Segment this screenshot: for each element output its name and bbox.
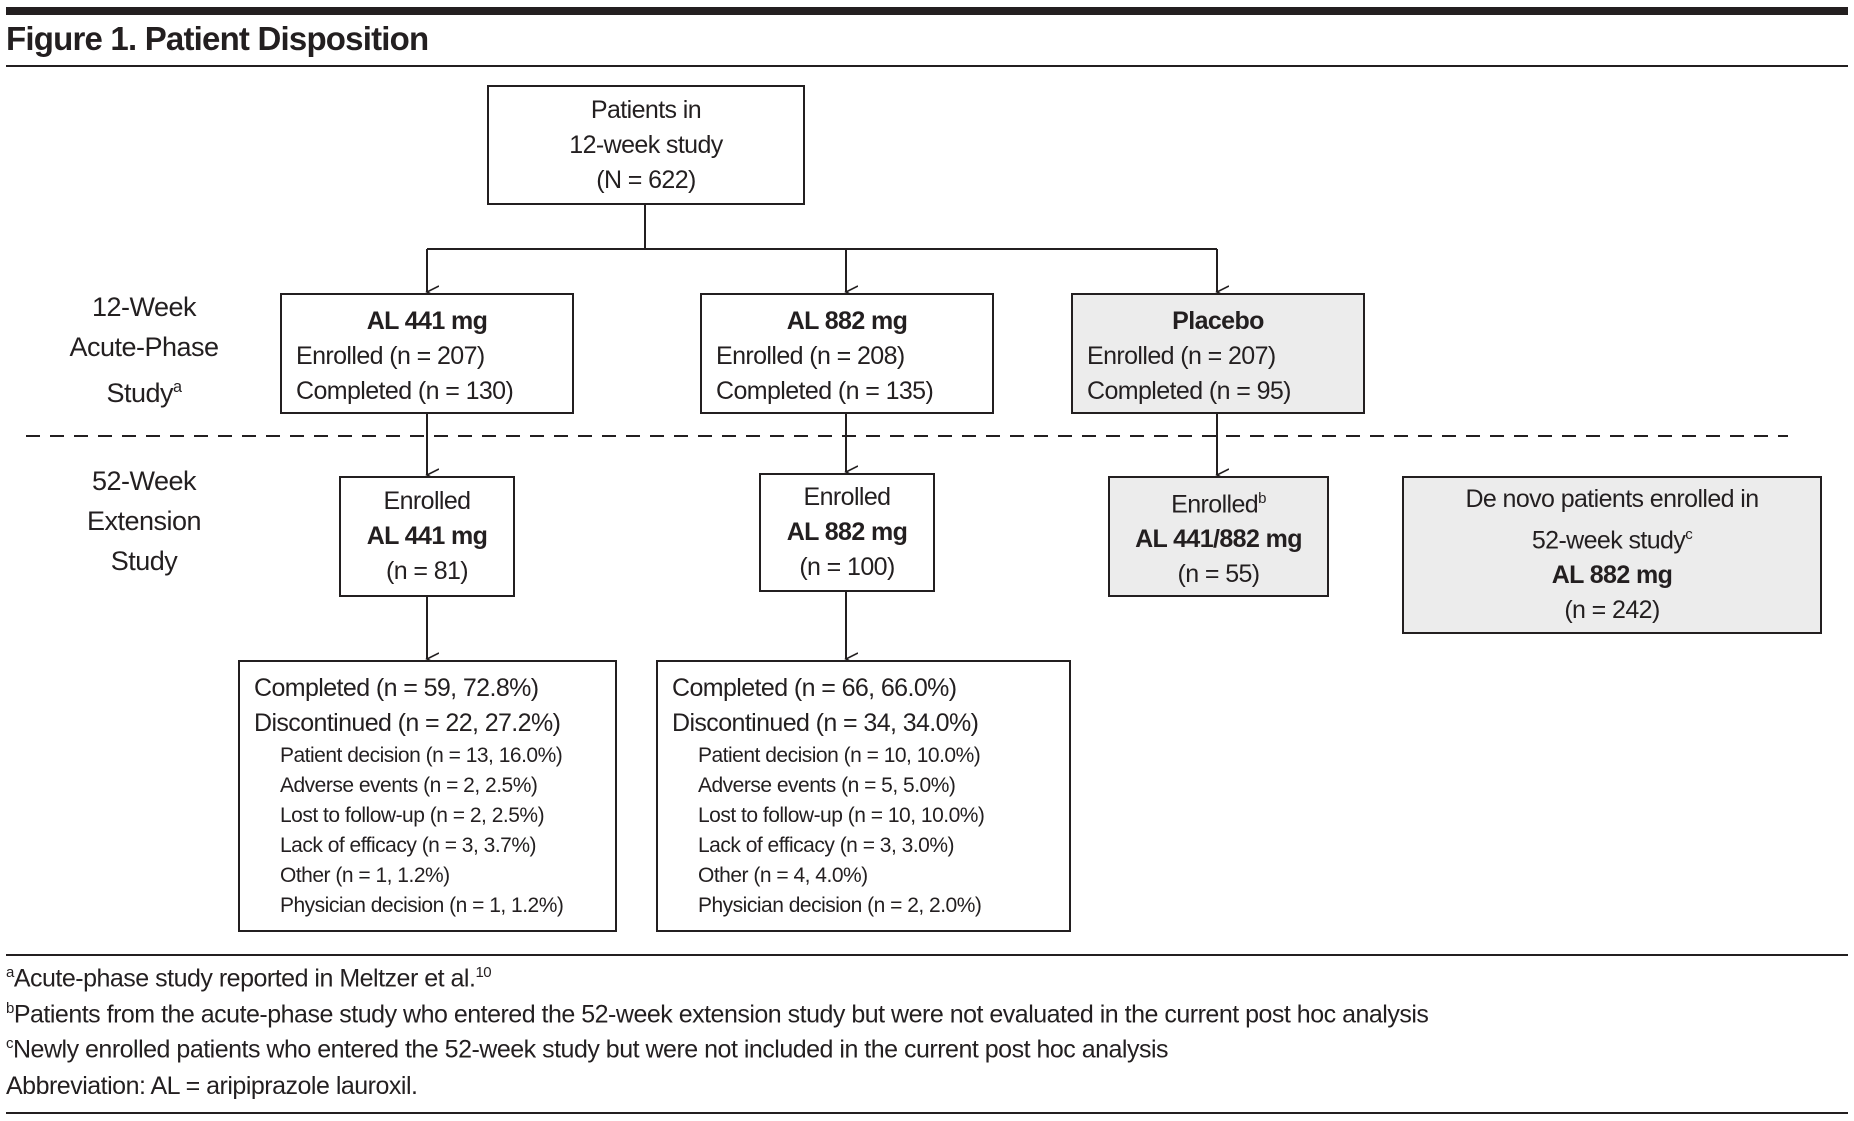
acute-placebo-box xyxy=(1071,293,1365,414)
footnote-marker: c xyxy=(1685,525,1693,543)
box-text: Patients in xyxy=(590,95,702,124)
discontinued-count: Discontinued (n = 22, 27.2%) xyxy=(254,709,561,737)
discontinuation-reason: Adverse events (n = 2, 2.5%) xyxy=(280,774,538,797)
label-line: Extension xyxy=(86,506,202,536)
discontinuation-reason: Other (n = 1, 1.2%) xyxy=(280,864,450,887)
box-title: AL 441 mg xyxy=(366,522,488,550)
discontinuation-reason: Lost to follow-up (n = 10, 10.0%) xyxy=(698,804,985,827)
footnote-a xyxy=(6,964,491,993)
footnote-marker: b xyxy=(1258,489,1266,507)
box-title: AL 441/882 mg xyxy=(1135,525,1302,554)
discontinuation-reason: Physician decision (n = 1, 1.2%) xyxy=(280,894,564,917)
footnote-text: Newly enrolled patients who entered the 52-week study but were not included in the current post hoc analysis xyxy=(13,1035,1169,1064)
enrolled-count: Enrolled (n = 207) xyxy=(296,342,485,370)
footnote-marker: a xyxy=(173,378,182,396)
top-rule xyxy=(6,7,1848,15)
acute-phase-label xyxy=(34,287,254,413)
discontinued-count: Discontinued (n = 34, 34.0%) xyxy=(672,709,979,737)
discontinuation-reason: Other (n = 4, 4.0%) xyxy=(698,864,868,887)
enrolled-count: (n = 242) xyxy=(1564,596,1660,625)
enrolled-count: (n = 100) xyxy=(799,553,895,581)
box-text: 52-week study xyxy=(1531,526,1686,555)
reference-number: 10 xyxy=(475,964,492,981)
box-text: Enrolled xyxy=(1171,490,1259,519)
footnote-marker: c xyxy=(6,1035,13,1052)
box-title: AL 882 mg xyxy=(1551,561,1673,590)
discontinuation-reason: Lost to follow-up (n = 2, 2.5%) xyxy=(280,804,545,827)
footnote-marker: a xyxy=(6,964,14,981)
box-text: Enrolled xyxy=(803,483,891,511)
discontinuation-reason: Lack of efficacy (n = 3, 3.0%) xyxy=(698,834,955,857)
box-text: De novo patients enrolled in xyxy=(1465,484,1759,513)
extension-label xyxy=(34,461,254,581)
extension-al441-box xyxy=(339,476,515,597)
label-line: 52-Week xyxy=(91,466,197,496)
label-line: Acute-Phase xyxy=(69,332,219,362)
footnote-marker: b xyxy=(6,1000,14,1017)
outcome-al882-box xyxy=(656,660,1071,932)
box-text: 12-week study xyxy=(569,130,723,159)
acute-al441-box xyxy=(280,293,574,414)
box-title: AL 882 mg xyxy=(786,518,908,546)
label-line: 12-Week xyxy=(91,292,197,322)
label-line: Study xyxy=(106,378,174,408)
box-title: AL 882 mg xyxy=(786,307,908,335)
acute-al882-box xyxy=(700,293,994,414)
extension-placebo-crossover-box xyxy=(1108,476,1329,597)
enrolled-count: Enrolled (n = 207) xyxy=(1087,342,1276,370)
footnote-text: Acute-phase study reported in Meltzer et al. xyxy=(13,964,476,993)
completed-count: Completed (n = 130) xyxy=(296,377,514,405)
discontinuation-reason: Lack of efficacy (n = 3, 3.7%) xyxy=(280,834,537,857)
figure-title: Figure 1. Patient Disposition xyxy=(6,20,429,57)
footnote-b xyxy=(6,1000,1428,1029)
footnote-text: Patients from the acute-phase study who entered the 52-week extension study but were not evaluated in the current post hoc analysis xyxy=(13,1000,1429,1029)
abbreviation-note: Abbreviation: AL = aripiprazole lauroxil. xyxy=(6,1072,418,1100)
discontinuation-reason: Patient decision (n = 13, 16.0%) xyxy=(280,744,563,767)
footnote-c xyxy=(6,1035,1168,1064)
box-title: Placebo xyxy=(1172,307,1264,335)
total-patients-box xyxy=(487,85,805,205)
enrolled-count: Enrolled (n = 208) xyxy=(716,342,905,370)
de-novo-box xyxy=(1402,476,1822,634)
completed-count: Completed (n = 135) xyxy=(716,377,934,405)
completed-count: Completed (n = 95) xyxy=(1087,377,1291,405)
enrolled-count: (n = 55) xyxy=(1177,560,1260,589)
label-line: Study xyxy=(110,546,178,576)
discontinuation-reason: Physician decision (n = 2, 2.0%) xyxy=(698,894,982,917)
enrolled-count: (n = 81) xyxy=(385,557,469,585)
completed-count: Completed (n = 66, 66.0%) xyxy=(672,674,957,702)
extension-al882-box xyxy=(759,473,935,592)
box-text: Enrolled xyxy=(383,487,471,515)
box-text: (N = 622) xyxy=(596,165,696,194)
completed-count: Completed (n = 59, 72.8%) xyxy=(254,674,539,702)
outcome-al441-box xyxy=(238,660,617,932)
discontinuation-reason: Patient decision (n = 10, 10.0%) xyxy=(698,744,981,767)
discontinuation-reason: Adverse events (n = 5, 5.0%) xyxy=(698,774,956,797)
box-title: AL 441 mg xyxy=(366,307,488,335)
